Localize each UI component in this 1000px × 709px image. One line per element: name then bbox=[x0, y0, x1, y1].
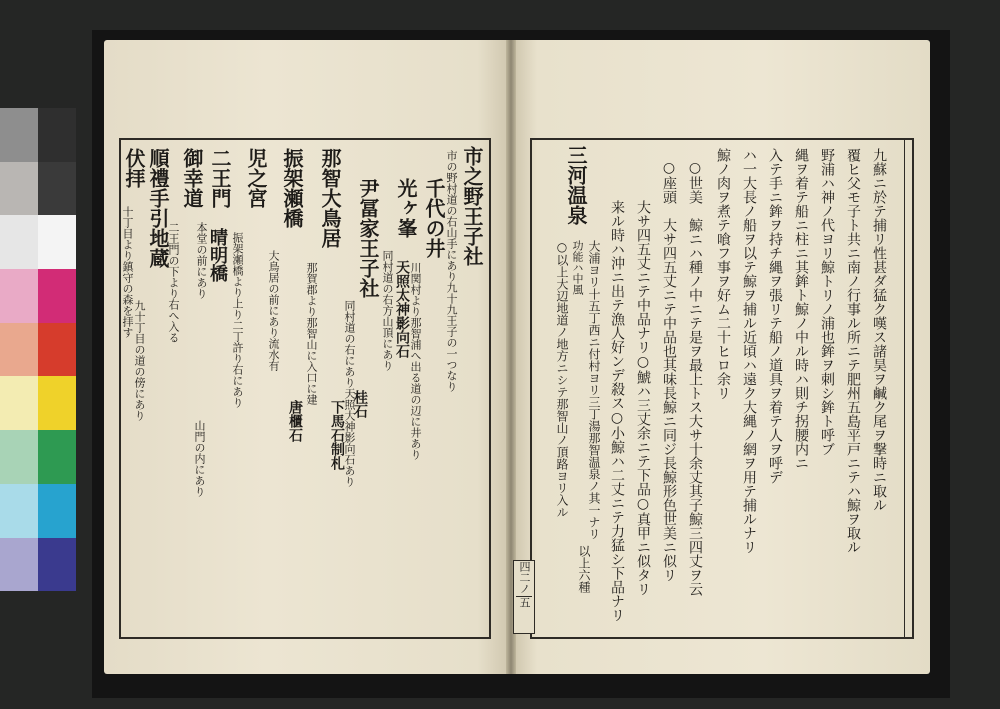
entry-ichinono-oji: 市之野王子社 bbox=[460, 146, 484, 266]
calibration-swatch bbox=[38, 323, 76, 377]
right-column-5: 入テ手ニ鉾ヲ持チ縄ヲ張リテ船ノ道具ヲ着テ人ヲ呼デ bbox=[767, 148, 783, 484]
calibration-row bbox=[0, 269, 76, 323]
end-mark: 以上六種 bbox=[577, 545, 591, 593]
entry-furukase-note: 大鳥居の前にあり流水有 bbox=[267, 250, 280, 371]
calibration-swatch bbox=[38, 430, 76, 484]
entry-fushiogami: 伏拝 bbox=[122, 148, 146, 188]
entry-chigo-no-miya: 児之宮 bbox=[244, 148, 268, 208]
onsen-note-1: 大浦ヨリ十五丁西ニ付村ヨリ三丁湯那智温泉ノ其一ナリ bbox=[587, 240, 601, 540]
item-zato: ○座頭 大サ四五丈ニテ中品也其味長鯨ニ同ジ長鯨形色世美ニ似リ bbox=[661, 160, 677, 582]
label-karahitsu-ishi: 唐櫃石 bbox=[287, 400, 303, 442]
calibration-swatch bbox=[38, 538, 76, 592]
calibration-row bbox=[0, 215, 76, 269]
label-amaterasu: 天照太神影向石 bbox=[394, 260, 410, 358]
calibration-swatch bbox=[0, 484, 38, 538]
entry-chigo-note: 振架瀬橋より上り二丁許り右にあり bbox=[231, 232, 244, 408]
calibration-swatch bbox=[0, 376, 38, 430]
entry-fuke-note: 同村道の右にあり天照大神影向石あり bbox=[343, 300, 356, 487]
calibration-swatch bbox=[38, 162, 76, 216]
entry-miyuki-michi: 御幸道 bbox=[180, 148, 204, 208]
calibration-swatch bbox=[38, 269, 76, 323]
right-column-7: 鯨ノ肉ヲ煮テ喰フ事ヲ好ム二十ヒロ余リ bbox=[715, 148, 731, 400]
entry-fuke-oji: 尹冨家王子社 bbox=[356, 178, 380, 298]
entry-hikarigamine: 光ヶ峯 bbox=[394, 178, 418, 238]
calibration-swatch bbox=[0, 108, 38, 162]
calibration-row bbox=[0, 108, 76, 162]
entry-miyuki-note: 二王門の下より右へ入る bbox=[167, 222, 180, 343]
calibration-swatch bbox=[0, 323, 38, 377]
entry-furukase-bashi: 振架瀬橋 bbox=[280, 148, 304, 228]
label-geba-seisatsu: 下馬石制札 bbox=[329, 400, 345, 470]
calibration-row bbox=[0, 162, 76, 216]
calibration-row bbox=[0, 430, 76, 484]
calibration-row bbox=[0, 323, 76, 377]
entry-nio-note: 本堂の前にあり bbox=[195, 222, 208, 299]
entry-ichinono-note: 市の野村道の右山手にあり九十九王子の一つなり bbox=[445, 150, 458, 392]
onsen-note-3: ○以上大辺地道ノ地方ニシテ那智山ノ頂路ヨリ入ル bbox=[555, 240, 569, 518]
calibration-swatch bbox=[38, 108, 76, 162]
entry-chiyonoi-note: 川関村より那智浦へ出る道の辺に井あり bbox=[409, 262, 422, 460]
right-column-3: 野浦ハ神ノ代ヨリ鯨トリノ浦也鉾ヲ刺シ鉾ト呼ブ bbox=[819, 148, 835, 456]
right-column-4: 縄ヲ着テ船ニ柱ニ其鉾ト鯨ノ中ル時ハ則チ拐腰内ニ bbox=[793, 148, 809, 470]
item-kokujira: 来ル時ハ沖ニ出テ漁人好ンデ殺ス○小鯨ハ二丈ニテ力猛シ下品ナリ bbox=[609, 200, 625, 622]
entry-fushiogami-note: 十丁目より鎮守の森を拝す bbox=[121, 206, 134, 338]
calibration-row bbox=[0, 376, 76, 430]
entry-seimei-bashi: 晴明橋 bbox=[207, 228, 228, 282]
entry-seimei-note: 山門の内にあり bbox=[193, 420, 206, 497]
color-calibration-strip bbox=[0, 108, 76, 592]
page-number-mark bbox=[513, 560, 535, 634]
entry-nio-mon: 二王門 bbox=[208, 148, 232, 208]
label-katsura-ishi: 桂石 bbox=[352, 390, 368, 418]
onsen-note-2: 功能ハ中風 bbox=[571, 240, 584, 295]
volume-label: 四二ノ bbox=[518, 561, 531, 594]
right-column-2: 覆ヒ父モ子ト共ニ南ノ行事ル所ニテ肥州五島平戸ニテハ鯨ヲ取ル bbox=[845, 148, 861, 554]
calibration-swatch bbox=[38, 484, 76, 538]
calibration-swatch bbox=[0, 538, 38, 592]
calibration-swatch bbox=[38, 215, 76, 269]
item-shachi: 大サ四五丈ニテ中品ナリ○鯱ハ三丈余ニテ下品○真甲ニ似タリ bbox=[635, 200, 651, 596]
right-column-1: 九蘇ニ於テ捕リ性甚ダ猛ク嘆ス諸昊ヲ鹹ク尾ヲ撃時ニ取ル bbox=[871, 148, 887, 512]
page-label: 五 bbox=[518, 597, 531, 608]
entry-nachi-torii: 那智大鳥居 bbox=[318, 148, 342, 248]
entry-hikarigamine-note: 同村道の右方山頂にあり bbox=[381, 250, 394, 371]
right-frame-inner-rule bbox=[904, 138, 905, 639]
entry-junrei-jizo: 順禮手引地蔵 bbox=[146, 148, 170, 268]
calibration-row bbox=[0, 538, 76, 592]
right-column-6: ハ一大長ノ船ヲ以テ鯨ヲ捕ル近頃ハ遠ク大縄ノ網ヲ用テ捕ルナリ bbox=[741, 148, 757, 554]
item-seibi: ○世美 鯨ニハ種ノ中ニテ是ヲ最上トス大サ十余丈其子鯨三四丈ヲ云 bbox=[687, 160, 703, 596]
calibration-row bbox=[0, 484, 76, 538]
entry-chiyonoi: 千代の井 bbox=[422, 178, 446, 258]
calibration-swatch bbox=[0, 215, 38, 269]
entry-junrei-note: 九十丁目の道の傍にあり bbox=[133, 300, 146, 421]
heading-mikawa-onsen: 三河温泉 bbox=[564, 145, 588, 225]
calibration-swatch bbox=[0, 269, 38, 323]
calibration-swatch bbox=[0, 162, 38, 216]
calibration-swatch bbox=[0, 430, 38, 484]
calibration-swatch bbox=[38, 376, 76, 430]
entry-nachi-torii-note: 那賀郡より那智山に入口に建 bbox=[305, 262, 318, 405]
